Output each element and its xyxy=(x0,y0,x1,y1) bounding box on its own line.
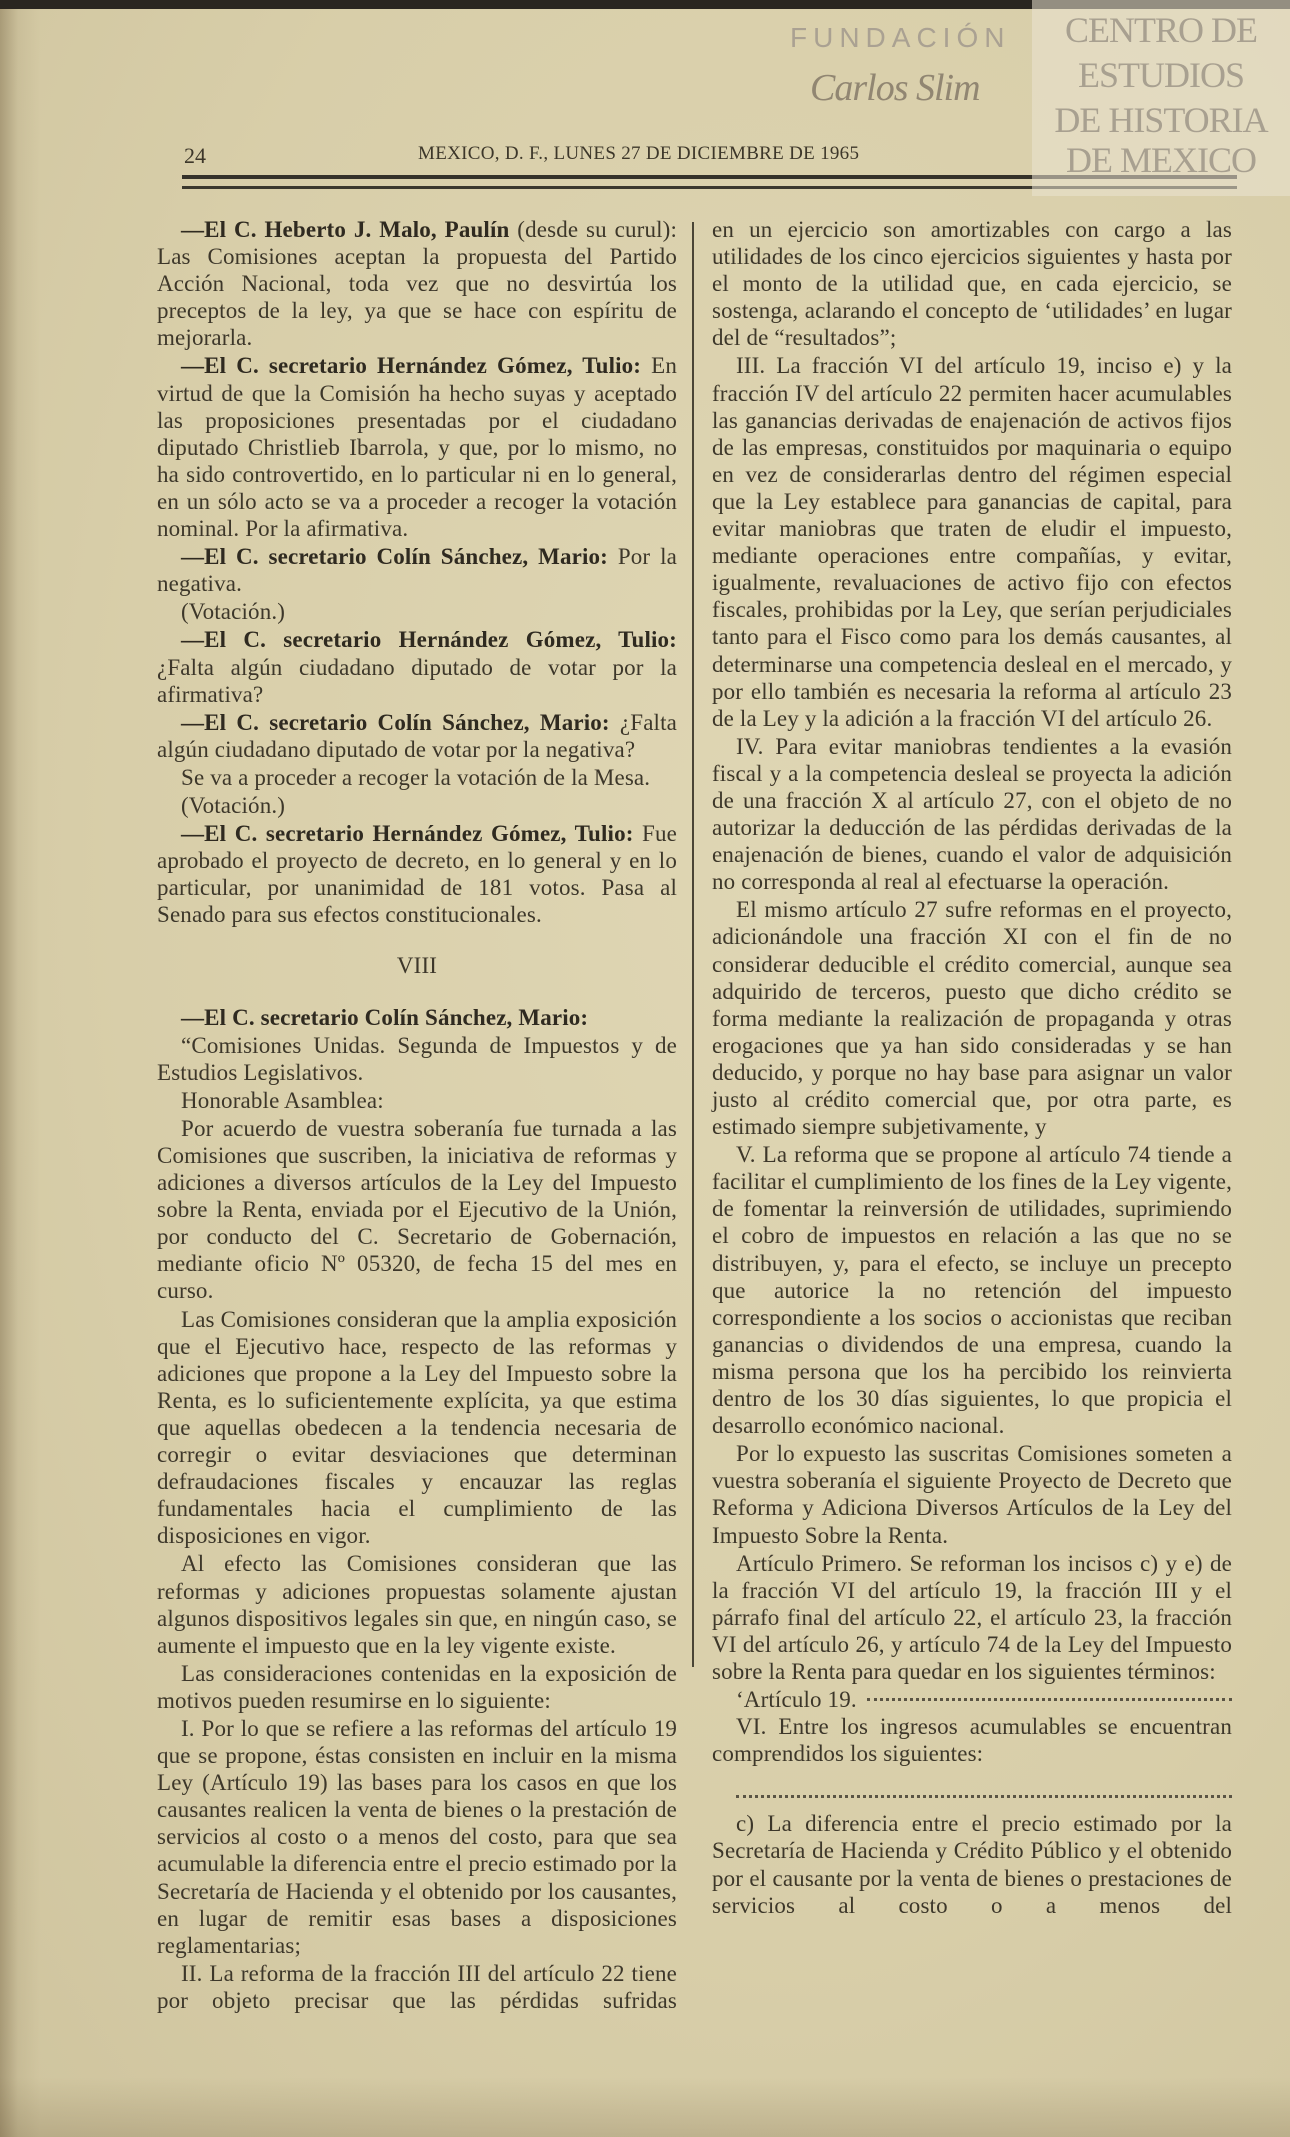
paragraph xyxy=(157,764,677,791)
paragraph xyxy=(157,709,677,763)
paragraph-text: Por la negativa. xyxy=(157,544,677,597)
paragraph-text: c) La diferencia entre el precio estimado por la Secretaría de Hacienda y Crédito Público y el obtenido por el causante por la venta de bienes o prestaciones de servicios al costo o a menos del xyxy=(712,1811,1232,1918)
paragraph xyxy=(712,216,1232,351)
paragraph xyxy=(157,216,677,351)
paragraph-text: Las consideraciones contenidas en la exposición de motivos pueden resumirse en lo siguiente: xyxy=(157,1660,677,1713)
paragraph-text: (Votación.) xyxy=(181,599,286,625)
paragraph xyxy=(157,1004,677,1031)
watermark-line: DE MEXICO xyxy=(1066,140,1256,180)
paragraph xyxy=(157,1660,677,1714)
dotted-leader xyxy=(867,1698,1232,1701)
paragraph xyxy=(157,792,677,819)
speaker-name: —El C. secretario Hernández Gómez, Tulio: xyxy=(181,353,642,379)
paragraph xyxy=(157,820,677,928)
paragraph xyxy=(157,598,677,625)
dotted-ellipsis-line xyxy=(736,1781,1232,1798)
paragraph-text: El mismo artículo 27 sufre reformas en el proyecto, adicionándole una fracción XI con el fin de no considerar deducible el crédito comercial, aunque sea adquirido de terceros, puesto que dicho crédito se forma mediante la realización de propaganda y otras erogaciones que ya han sido consideradas y se han deducido, y porque no hay base para asignar un valor justo al crédito comercial que, por otra parte, es estimado siempre subjetivamente, y xyxy=(712,897,1232,1140)
paragraph-text: Se va a proceder a recoger la votación de la Mesa. xyxy=(181,764,651,790)
watermark-line: DE HISTORIA xyxy=(1054,100,1268,140)
paragraph-text: Fue aprobado el proyecto de decreto, en lo general y en lo particular, por unanimidad de 181 votos. Pasa al Senado para sus efectos constitucionales. xyxy=(157,821,677,928)
watermark-line: ESTUDIOS xyxy=(1077,55,1244,95)
paragraph-text: (Votación.) xyxy=(181,792,286,818)
speaker-name: —El C. secretario Hernández Gómez, Tulio: xyxy=(181,821,634,847)
paragraph-text: IV. Para evitar maniobras tendientes a la evasión fiscal y a la competencia desleal se proyecta la adición de una fracción X al artículo 27, con el objeto de no autorizar la deducción de las pérdidas derivadas de la enajenación de bienes, cuando el valor de adquisición no corresponda al real al efectuarse la operación. xyxy=(712,733,1232,895)
paragraph xyxy=(157,1960,677,2014)
scan-bottom-shade xyxy=(0,2077,1290,2137)
paragraph xyxy=(157,1087,677,1114)
page-header-title: MEXICO, D. F., LUNES 27 DE DICIEMBRE DE 1965 xyxy=(418,143,860,164)
paragraph-text: Por acuerdo de vuestra soberanía fue turnada a las Comisiones que suscriben, la iniciativa de reformas y adiciones a diversos artículos de la Ley del Impuesto sobre la Renta, enviada por el Ejecutivo de la Unión, por conducto del C. Secretario de Gobernación, mediante oficio Nº 05320, de fecha 15 del mes en curso. xyxy=(157,1115,677,1304)
paragraph xyxy=(712,896,1232,1140)
paragraph-text: V. La reforma que se propone al artículo 74 tiende a facilitar el cumplimiento de los fines de la Ley vigente, de fomentar la reinversión de utilidades, suprimiendo el cobro de impuestos en relación a las que no se distribuyen, y, para el efecto, se incluye un precepto que autorice la no retención del impuesto correspondiente a los socios o accionistas que reciban ganancias o dividendos de una empresa, cuando la misma persona que los ha percibido los reinvierta dentro de los 30 días siguientes, lo que propicia el desarrollo económico nacional. xyxy=(712,1142,1232,1439)
paragraph xyxy=(157,1306,677,1550)
paragraph-text: Por lo expuesto las suscritas Comisiones someten a vuestra soberanía el siguiente Proyecto de Decreto que Reforma y Adiciona Diversos Artículos de la Ley del Impuesto Sobre la Renta. xyxy=(712,1441,1232,1548)
left-column xyxy=(157,216,677,2015)
speaker-name: —El C. Heberto J. Malo, Paulín xyxy=(181,217,510,242)
paragraph-text: Las Comisiones consideran que la amplia exposición que el Ejecutivo hace, respecto de las reformas y adiciones que propone a la Ley del Impuesto sobre la Renta, es lo suficientemente explícita, ya que estima que aquellas obedecen a la tendencia necesaria de corregir o evitar desviaciones que determinan defraudaciones fiscales y encauzar las reglas fundamentales hacia el cumplimiento de las disposiciones en vigor. xyxy=(157,1306,677,1549)
right-column xyxy=(712,216,1232,1920)
paragraph-text: I. Por lo que se refiere a las reformas del artículo 19 que se propone, éstas consisten en incluir en la misma Ley (Artículo 19) las bases para los casos en que los causantes realicen la venta de bienes o la prestación de servicios al costo o a menos del costo, para que sea acumulable la diferencia entre el precio estimado por la Secretaría de Hacienda y el obtenido por los causantes, en lugar de remitir esas bases a disposiciones reglamentarias; xyxy=(157,1715,677,1958)
paragraph xyxy=(712,733,1232,896)
speaker-name: —El C. secretario Colín Sánchez, Mario: xyxy=(181,1004,589,1030)
column-divider xyxy=(692,222,694,1667)
paragraph-text: Artículo Primero. Se reforman los incisos c) y e) de la fracción VI del artículo 19, la fracción III y el párrafo final del artículo 22, el artículo 23, la fracción VI del artículo 26, y artículo 74 de la Ley del Impuesto sobre la Renta para quedar en los siguientes términos: xyxy=(712,1550,1232,1684)
page-number: 24 xyxy=(184,143,206,168)
speaker-name: —El C. secretario Colín Sánchez, Mario: xyxy=(181,544,608,570)
paragraph xyxy=(712,1810,1232,1918)
paragraph-text: III. La fracción VI del artículo 19, inciso e) y la fracción IV del artículo 22 permiten hacer acumulables las ganancias derivadas de enajenación de activos fijos de las empresas, constituidos por maquinaria o equipo en vez de considerarlas dentro del régimen especial que la Ley establece para ganancias de capital, para evitar maniobras que traten de eludir el impuesto, mediante operaciones entre compañías, y evitar, igualmente, revaluaciones de activo fijo con efectos fiscales, prohibidas por la Ley, que serían perjudiciales tanto para el Fisco como para los demás causantes, al determinarse una competencia desleal en el mercado, y por ello también es necesaria la reforma al artículo 23 de la Ley y la adición a la fracción VI del artículo 26. xyxy=(712,353,1232,731)
article-leader-line xyxy=(712,1686,1232,1713)
watermark-fundacion: FUNDACIÓN xyxy=(790,22,1011,53)
watermark-line: CENTRO DE xyxy=(1065,10,1257,50)
article-label: ‘Artículo 19. xyxy=(736,1687,857,1713)
paragraph-text: ¿Falta algún ciudadano diputado de votar por la afirmativa? xyxy=(157,654,677,707)
paragraph-text: ¿Falta algún ciudadano diputado de votar por la negativa? xyxy=(157,709,677,762)
paragraph-text: “Comisiones Unidas. Segunda de Impuestos y de Estudios Legislativos. xyxy=(157,1032,677,1085)
paragraph xyxy=(712,1713,1232,1767)
paragraph-text: En virtud de que la Comisión ha hecho suyas y aceptado las proposiciones presentadas por el ciudadano diputado Christlieb Ibarrola, y que, por lo mismo, no ha sido controvertido, en lo particular ni en lo general, en un sólo acto se va a proceder a recoger la votación nominal. Por la afirmativa. xyxy=(157,353,678,542)
section-heading: VIII xyxy=(396,953,438,979)
handwritten-signature: Carlos Slim xyxy=(810,67,980,109)
paragraph-text: en un ejercicio son amortizables con cargo a las utilidades de los cinco ejercicios siguientes y hasta por el monto de la utilidad que, en cada ejercicio, se sostenga, aclarando el concepto de ‘utilidades’ en lugar del de “resultados”; xyxy=(712,217,1232,351)
paragraph xyxy=(712,1141,1232,1439)
paragraph-text: Al efecto las Comisiones consideran que las reformas y adiciones propuestas solamente ajustan algunos dispositivos legales sin que, en ningún caso, se aumente el impuesto que en la ley vigente existe. xyxy=(157,1551,677,1658)
paragraph xyxy=(157,626,677,707)
paragraph xyxy=(712,1440,1232,1548)
paragraph xyxy=(157,543,677,597)
paragraph-text: (desde su curul): Las Comisiones aceptan la propuesta del Partido Acción Nacional, toda vez que no desvirtúa los preceptos de la ley, ya que se hace con espíritu de mejorarla. xyxy=(157,217,677,351)
speaker-name: —El C. secretario Hernández Gómez, Tulio: xyxy=(181,627,677,653)
paragraph-text: II. La reforma de la fracción III del artículo 22 tiene por objeto precisar que las pérdidas sufridas xyxy=(157,1960,677,2013)
paragraph xyxy=(157,1115,677,1305)
paragraph-text: Honorable Asamblea: xyxy=(181,1087,384,1113)
speaker-name: —El C. secretario Colín Sánchez, Mario: xyxy=(181,709,610,735)
paragraph xyxy=(157,1715,677,1959)
paragraph xyxy=(157,352,677,542)
paragraph xyxy=(712,352,1232,731)
paragraph xyxy=(157,1032,677,1086)
paragraph xyxy=(157,1550,677,1658)
paragraph xyxy=(712,1550,1232,1685)
paragraph-text: VI. Entre los ingresos acumulables se encuentran comprendidos los siguientes: xyxy=(712,1714,1232,1767)
